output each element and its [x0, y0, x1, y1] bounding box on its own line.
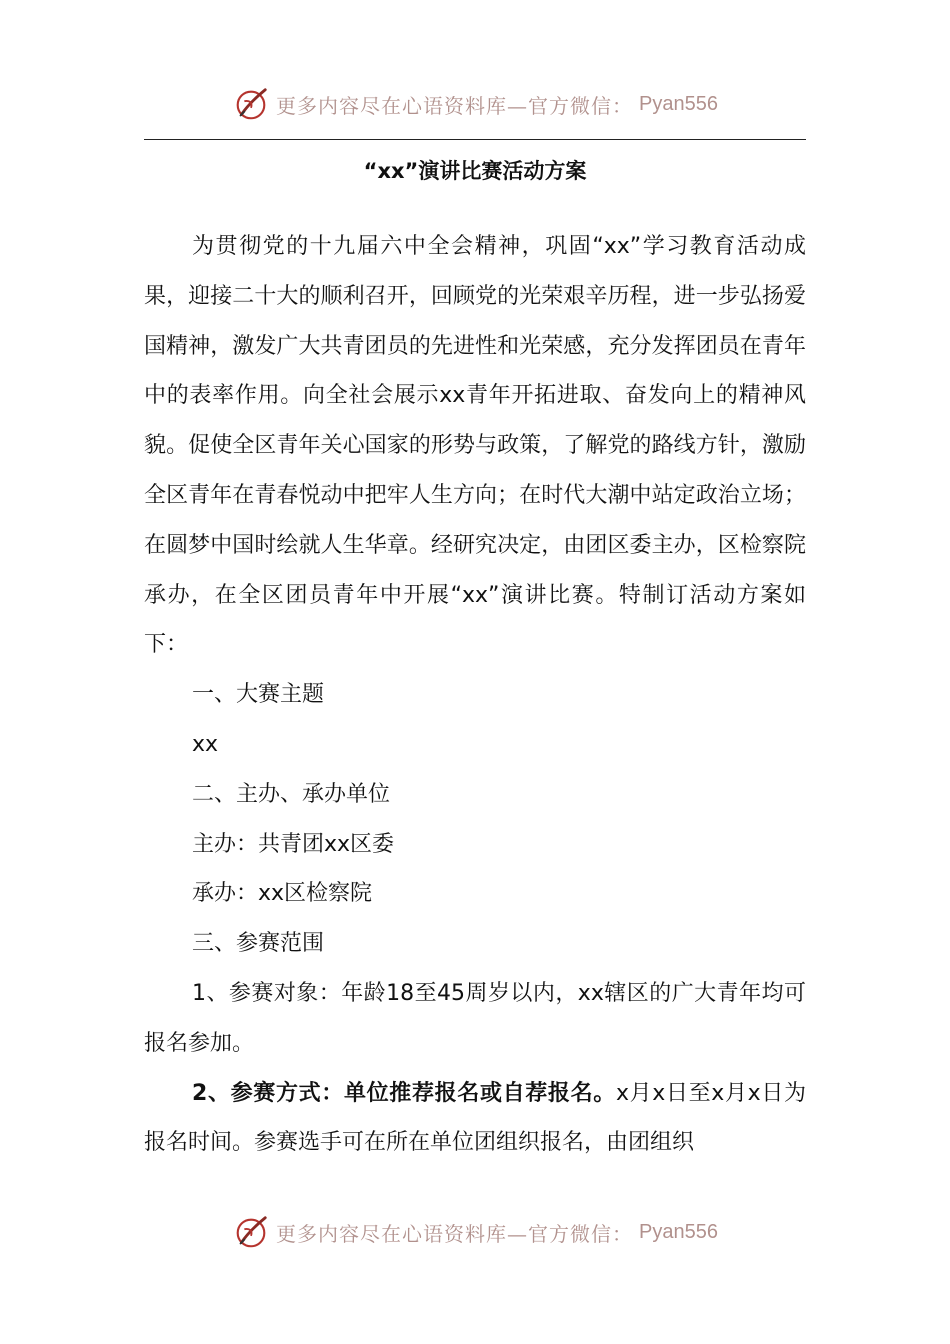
item1-paragraph: 1、参赛对象：年龄18至45周岁以内，xx辖区的广大青年均可报名参加。 — [144, 980, 806, 1056]
item2-text: x月x日至x月x日为报名时间。参赛选手可在所在单位团组织报名，由团组织 — [144, 1080, 806, 1156]
pen-circle-logo-icon — [232, 1213, 270, 1251]
co-organizer-line: 承办：xx区检察院 — [192, 881, 373, 907]
section2-heading: 二、主办、承办单位 — [192, 781, 391, 807]
document-title: “xx”演讲比赛活动方案 — [363, 159, 587, 183]
section1-heading: 一、大赛主题 — [192, 682, 325, 708]
header-banner — [0, 84, 950, 124]
section3-heading: 三、参赛范围 — [192, 931, 325, 957]
header-wechat-id: Pyan556 — [639, 92, 718, 115]
item2-bold-lead: 2、参赛方式：单位推荐报名或自荐报名。 — [192, 1080, 616, 1106]
footer-banner-text: 更多内容尽在心语资料库—官方微信： — [276, 1221, 634, 1246]
header-banner-text: 更多内容尽在心语资料库—官方微信： — [276, 93, 634, 118]
document-body — [144, 222, 806, 1168]
intro-paragraph: 为贯彻党的十九届六中全会精神，巩固“xx”学习教育活动成果，迎接二十大的顺利召开，回顾党的光荣艰辛历程，进一步弘扬爱国精神，激发广大共青团员的先进性和光荣感，充分发挥团员在青年中的表率作用。向全社会展示xx青年开拓进取、奋发向上的精神风貌。促使全区青年关心国家的形势与政策，了解党的路线方针，激励全区青年在青春悦动中把牢人生方向；在时代大潮中站定政治立场；在圆梦中国时绘就人生华章。经研究决定，由团区委主办，区检察院承办，在全区团员青年中开展“xx”演讲比赛。特制订活动方案如下： — [144, 234, 806, 658]
item2-paragraph — [144, 1069, 806, 1169]
footer-banner — [0, 1212, 950, 1252]
organizer-line: 主办：共青团xx区委 — [192, 831, 395, 857]
section1-content: xx — [192, 731, 219, 757]
footer-wechat-id: Pyan556 — [639, 1220, 718, 1243]
header-divider — [144, 139, 806, 140]
pen-circle-logo-icon — [232, 85, 270, 123]
